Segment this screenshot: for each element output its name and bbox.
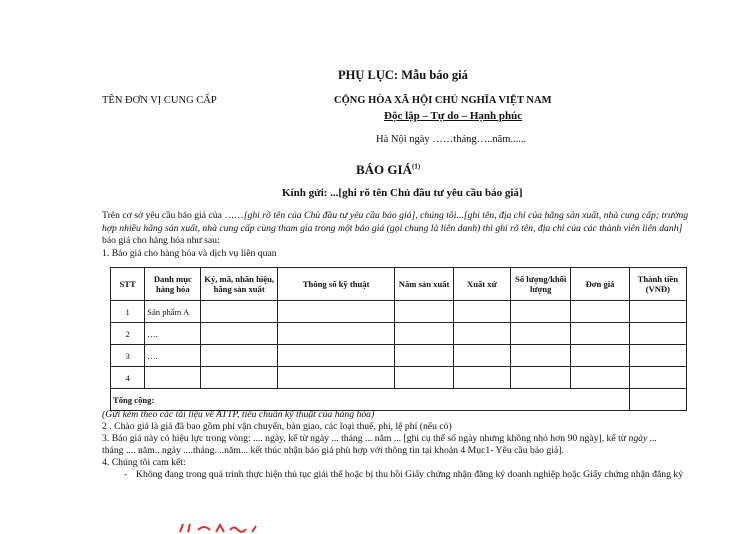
table-cell xyxy=(453,345,510,367)
note-item-3-continued: tháng .... năm.. ngày ....tháng. ..năm... kết thúc nhận báo giá phù hợp với thông tin tại khoản 4 Mục1- Yêu cầu báo giá]. xyxy=(102,445,564,456)
section-1-heading: 1. Báo giá cho hàng hóa và dịch vụ liên quan xyxy=(102,248,277,259)
note-item-2: 2 . Chào giá là giá đã bao gồm phí vận chuyển, bàn giao, các loại thuế, phí, lệ phí (nếu có) xyxy=(102,421,452,432)
row-item: Sản phẩm A xyxy=(145,301,201,323)
table-cell xyxy=(629,301,686,323)
note-item-4: 4. Chúng tôi cam kết: xyxy=(102,457,186,468)
table-cell xyxy=(571,345,629,367)
attachment-note: (Gửi kèm theo các tài liệu về ATTP, tiêu chuẩn kỹ thuật của hàng hóa) xyxy=(102,409,375,420)
header-item: Danh mục hàng hóa xyxy=(145,268,201,301)
table-cell xyxy=(511,367,571,389)
table-cell xyxy=(629,323,686,345)
header-quantity: Số lượng/khối lượng xyxy=(511,268,571,301)
table-cell xyxy=(511,345,571,367)
note-item-3-date: ngày ... xyxy=(628,433,657,444)
header-brand: Ký, mã, nhãn hiệu, hãng sản xuất xyxy=(201,268,277,301)
quote-table xyxy=(110,267,687,411)
table-row xyxy=(111,323,687,345)
table-cell xyxy=(395,367,453,389)
republic-heading: CỘNG HÒA XÃ HỘI CHỦ NGHĨA VIỆT NAM xyxy=(334,95,552,106)
table-cell xyxy=(395,345,453,367)
table-cell xyxy=(453,301,510,323)
intro-part1: Trên cơ sở yêu cầu báo giá của …… xyxy=(102,210,244,221)
table-cell xyxy=(277,367,395,389)
row-stt: 1 xyxy=(111,301,145,323)
addressee: Kính gửi: ...[ghi rõ tên Chủ đầu tư yêu cầu báo giá] xyxy=(282,187,523,199)
table-cell xyxy=(571,367,629,389)
header-stt: STT xyxy=(111,268,145,301)
note-item-3 xyxy=(102,433,657,444)
table-cell xyxy=(453,323,510,345)
table-cell xyxy=(277,345,395,367)
supplier-label: TÊN ĐƠN VỊ CUNG CẤP xyxy=(102,95,217,106)
table-row xyxy=(111,345,687,367)
header-amount: Thành tiền (VNĐ) xyxy=(629,268,686,301)
table-cell xyxy=(395,323,453,345)
quote-title-text: BÁO GIÁ xyxy=(356,162,412,177)
header-year: Năm sản xuất xyxy=(395,268,453,301)
table-cell xyxy=(511,323,571,345)
table-cell xyxy=(453,367,510,389)
table-total-row xyxy=(111,389,687,411)
appendix-title: PHỤ LỤC: Mẫu báo giá xyxy=(338,68,468,82)
table-cell xyxy=(629,345,686,367)
row-stt: 4 xyxy=(111,367,145,389)
bullet-dash: - xyxy=(124,469,128,480)
header-unit-price: Đơn giá xyxy=(571,268,629,301)
total-label: Tổng cộng: xyxy=(111,389,630,411)
quote-title xyxy=(356,162,420,178)
table-row xyxy=(111,367,687,389)
table-row xyxy=(111,301,687,323)
header-specs: Thông số kỹ thuật xyxy=(277,268,395,301)
table-cell xyxy=(201,301,277,323)
note-item-4-1: Không đang trong quá trình thực hiện thủ tục giải thể hoặc bị thu hồi Giấy chứng nhận đăng ký doanh nghiệp hoặc Giấy chứng nhận đăng ký xyxy=(136,469,684,480)
row-item: …. xyxy=(145,345,201,367)
table-cell xyxy=(201,345,277,367)
table-cell xyxy=(511,301,571,323)
row-stt: 2 xyxy=(111,323,145,345)
intro-paragraph xyxy=(102,210,692,248)
place-date: Hà Nội ngày ……tháng…..năm...... xyxy=(376,134,527,145)
table-cell xyxy=(571,301,629,323)
quote-title-note: (1) xyxy=(411,162,421,171)
table-cell xyxy=(277,301,395,323)
row-item: …. xyxy=(145,323,201,345)
intro-part3: báo giá cho hàng hóa như sau: xyxy=(102,235,220,246)
table-cell xyxy=(395,301,453,323)
table-cell xyxy=(629,367,686,389)
total-amount-cell xyxy=(629,389,686,411)
note-item-3-text: 3. Báo giá này có hiệu lực trong vòng: .... ngày, kể từ ngày ... tháng ... năm ... [ghi cụ thể số ngày nhưng không nhỏ hơn 90 ngày], kể từ xyxy=(102,433,629,444)
table-cell xyxy=(277,323,395,345)
table-cell xyxy=(571,323,629,345)
row-item xyxy=(145,367,201,389)
table-cell xyxy=(201,323,277,345)
table-header-row xyxy=(111,268,687,301)
motto: Độc lập – Tự do – Hạnh phúc xyxy=(384,110,523,122)
row-stt: 3 xyxy=(111,345,145,367)
intro-part2: [ghi rõ tên của Chủ đầu tư yêu cầu báo giá], chúng tôi...[ghi tên, địa chỉ của hãng sản xuất, nhà cung cấp; trường hợp nhiều hãng sản xuất, nhà cung cấp cùng tham gia trong một báo giá (gọi chung là liên danh) thì ghi rõ tên, địa chỉ của các thành viên liên danh] xyxy=(102,210,689,234)
header-origin: Xuất xứ xyxy=(453,268,510,301)
table-cell xyxy=(201,367,277,389)
